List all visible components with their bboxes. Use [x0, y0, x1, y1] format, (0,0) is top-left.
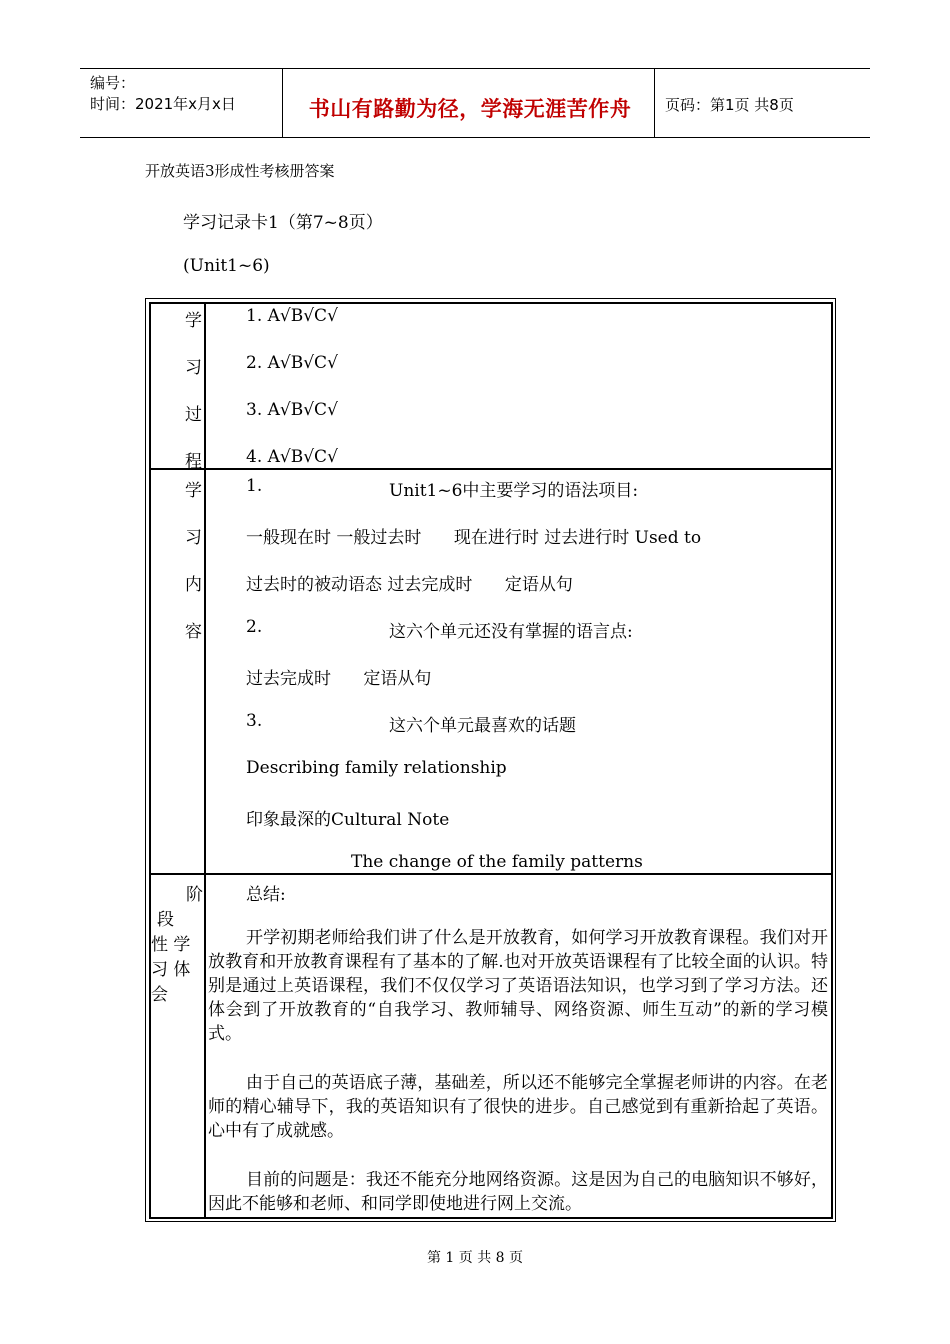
content-label-char-3: 内	[185, 575, 202, 595]
content-label-char-1: 学	[185, 481, 202, 501]
document-title: 开放英语3形成性考核册答案	[145, 162, 335, 180]
process-label-char-2: 习	[185, 358, 202, 378]
card-title: 学习记录卡1（第7~8页）	[183, 213, 383, 233]
reflection-label-line-5: 会	[151, 985, 168, 1005]
content-item-2-number: 2.	[246, 617, 263, 637]
table-row-divider-2	[149, 873, 833, 875]
header-motto: 书山有路勤为径，学海无涯苦作舟	[308, 97, 632, 121]
content-label-char-2: 习	[185, 528, 202, 548]
grammar-items-line-2: 过去时的被动语态 过去完成时 定语从句	[246, 575, 573, 595]
process-label-char-1: 学	[185, 311, 202, 331]
cultural-note-label: 印象最深的Cultural Note	[246, 810, 450, 830]
units-range: (Unit1~6)	[183, 256, 270, 276]
content-item-3-number: 3.	[246, 711, 263, 731]
reflection-label-line-1: 阶	[186, 885, 203, 905]
table-row-divider-1	[149, 468, 833, 470]
header-time-label: 时间：2021年x月x日	[90, 95, 236, 113]
process-answer-2: 2. A√B√C√	[246, 353, 338, 373]
header-divider-left	[282, 69, 283, 137]
content-item-3-text: 这六个单元最喜欢的话题	[389, 716, 576, 736]
summary-paragraph-2: 由于自己的英语底子薄，基础差，所以还不能够完全掌握老师讲的内容。在老师的精心辅导下，我的英语知识有了很快的进步。自己感觉到有重新拾起了英语。心中有了成就感。	[208, 1073, 828, 1141]
grammar-items-line-1: 一般现在时 一般过去时 现在进行时 过去进行时 Used to	[246, 528, 702, 548]
content-item-2-text: 这六个单元还没有掌握的语言点:	[389, 622, 633, 642]
table-column-divider	[204, 302, 206, 1219]
page-footer: 第 1 页 共 8 页	[426, 1250, 524, 1266]
cultural-note: The change of the family patterns	[351, 852, 643, 872]
process-label-char-3: 过	[185, 405, 202, 425]
content-item-1-number: 1.	[246, 476, 263, 496]
summary-paragraph-1: 开学初期老师给我们讲了什么是开放教育，如何学习开放教育课程。我们对开放教育和开放教育课程有了基本的了解.也对开放英语课程有了比较全面的认识。特别是通过上英语课程，我们不仅仅学习了英语语法知识，也学习到了学习方法。还体会到了开放教育的“自我学习、教师辅导、网络资源、师生互动”的新的学习模式。	[208, 928, 828, 1044]
summary-paragraph-3: 目前的问题是：我还不能充分地网络资源。这是因为自己的电脑知识不够好，因此不能够和老师、和同学即使地进行网上交流。	[208, 1170, 828, 1214]
header-meta	[90, 73, 236, 115]
reflection-label-line-4: 习 体	[151, 960, 191, 980]
content-item-1-text: Unit1~6中主要学习的语法项目:	[389, 481, 639, 501]
process-answer-1: 1. A√B√C√	[246, 306, 338, 326]
process-answer-3: 3. A√B√C√	[246, 400, 338, 420]
reflection-label-line-3: 性 学	[151, 935, 191, 955]
header-divider-right	[654, 69, 655, 137]
header-number-label: 编号：	[90, 74, 136, 92]
process-answer-4: 4. A√B√C√	[246, 447, 338, 467]
reflection-label-line-2: 段	[157, 910, 174, 930]
summary-label: 总结:	[246, 885, 286, 905]
process-label-char-4: 程	[185, 452, 202, 472]
unmastered-points: 过去完成时 定语从句	[246, 669, 432, 689]
content-label-char-4: 容	[185, 622, 202, 642]
page-header	[80, 68, 870, 138]
header-page-info: 页码：第1页 共8页	[665, 96, 794, 114]
favorite-topic: Describing family relationship	[246, 758, 507, 778]
